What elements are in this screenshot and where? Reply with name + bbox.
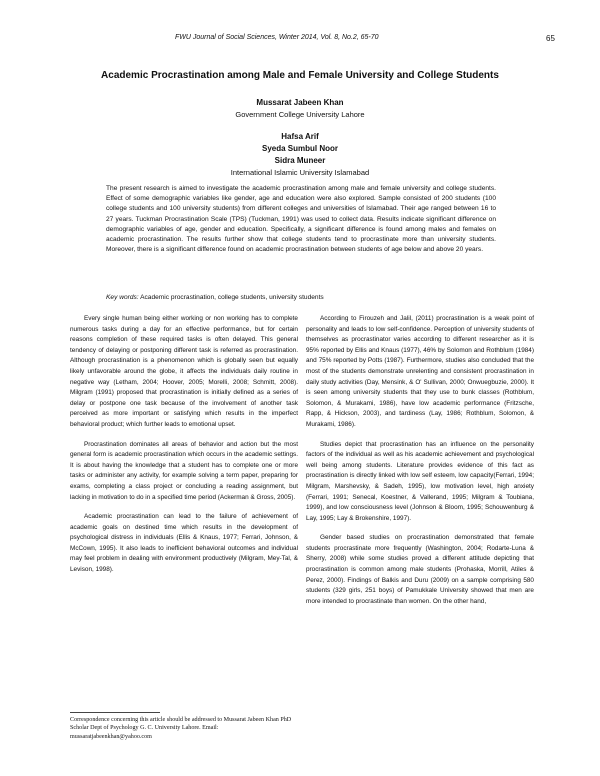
paper-title: Academic Procrastination among Male and Female University and College Students [101,70,499,81]
journal-header: FWU Journal of Social Sciences, Winter 2014, Vol. 8, No.2, 65-70 [175,34,379,41]
author-4-affiliation: International Islamic University Islamabad [230,168,370,177]
paragraph: Studies depict that procrastination has an influence on the personality factors of the individual as well as his academic achievement and psychological well being among students. Literature provides evidence of this fact as procrastination is directly linked with low self esteem, low capacity(Ferrari, 1994; Milgram, Marshevsky, & Sadeh, 1995), low motivation level, high anxiety (Ferrari, 1991; Senecal, Koestner, & Vallerand, 1995; Milgram & Toubiana, 1999), and low consciousness level (Johnson & Bloom, 1995; Schouwenburg & Lay, 1995; Lay & Brokenshire, 1997). [306,440,534,522]
paragraph: Procrastination dominates all areas of behavior and action but the most general form is academic procrastination which occurs in the academic settings. It is about having the knowledge that a student has to complete one or more tasks or administer any activity, for example solving a term paper, preparing for exams, completing a class project or concluding a reading assignment, but lacking in motivation to do in a specified time period (Ackerman & Gross, 2005). [70,440,298,501]
paragraph: Every single human being either working or non working has to complete numerous tasks during a day for an effective performance, but for certain reasons completion of these required tasks is often delayed. This general tendency of delaying or postponing different task is referred as procrastination. Although procrastination is a phenomenon which is globally seen but equally likely unfavorable around the globe, it affects the individuals daily routine in negative way (Letham, 2004; Hoover, 2005; Morelli, 2008; Schmitt, 2008). Milgram (1991) proposed that procrastination is initially defined as a series of delay or postpone one task because of the involvement of another task perceived as more important or satisfying which results in the imperfect behavioral product; which further leads to emotional upset. [70,315,298,428]
page-number: 65 [546,34,555,43]
paragraph: Academic procrastination can lead to the failure of achievement of academic goals on destined time which results in the development of psychological distress in individuals (Ellis & Knaus, 1977; Ferrari, Johnson, & McCown, 1995). It also leads to inefficient behavioral outcomes and individual may feel problem in dealing with environment productively (Milgram, Mey-Tal, & Levison, 1998). [70,513,298,574]
paragraph: According to Firouzeh and Jalil, (2011) procrastination is a weak point of personality and leads to low self-confidence. Perception of university students of themselves as procrastinator varies according to different researcher as it is 95% reported by Ellis and Knaus (1977), 46% by Solomon and Rothblum (1984) and 75% reported by Potts (1987). Furthermore, studies also concluded that the most of the students demonstrate unrelenting and consistent procrastination in daily study activities (Day, Mensink, & O' Sullivan, 2000; Onwuegbuzie, 2000). It is seen among university students that they use to bunk classes (Rothblum, Solomon, & Murakami, 1986), have low academic performance (Fritzsche, Rapp, & Hickson, 2003), and tardiness (Lay, 1986; Rothblum, Solomon, & Murakami, 1986). [306,315,534,428]
paragraph: Gender based studies on procrastination demonstrated that female students procrastinate more frequently (Washington, 2004; Rodarte-Luna & Sherry, 2008) while some studies proved a different attitude depicting that procrastination is common among male students (Prohaska, Morrill, Atiles & Perez, 2000). Findings of Balkis and Duru (2009) on a sample comprising 580 students (329 girls, 251 boys) of Pamukkale University showed that men are more intended to procrastinate than women. On the other hand, [306,534,534,605]
left-column [70,314,298,585]
abstract: The present research is aimed to investigate the academic procrastination among male and female university and college students. Effect of some demographic variables like gender, age and education were also explored. Sample consisted of 200 students (100 college students and 100 university students) from different colleges and universities of Islamabad. Their age ranged between 16 to 27 years. Tuckman Procrastination Scale (TPS) (Tuckman, 1991) was used to collect data. Results indicate significant difference on demographic variables of age, gender and education. Specifically, a significant difference is found among males and females on academic procrastination. The results further show that college students tend to procrastinate more than university students. Moreover, there is a significant difference found on academic procrastination between students of age below and above 20 years. [106,185,496,254]
author-1-name: Mussarat Jabeen Khan [256,98,344,107]
keywords-text: Academic procrastination, college students, university students [140,294,324,301]
author-3-name: Syeda Sumbul Noor [261,144,338,153]
keywords [106,294,496,301]
author-1-affiliation: Government College University Lahore [235,110,365,119]
keywords-label: Key words: [106,294,139,301]
author-4-name: Sidra Muneer [274,156,326,165]
correspondence-footnote: Correspondence concerning this article should be addressed to Mussarat Jabeen Khan PhD Scholar Dept of Psychology G. C. University Lahore. Email: mussaratjabeenkhan@yahoo.com [70,717,292,740]
author-2-name: Hafsa Arif [281,132,319,141]
right-column [306,314,534,616]
footnote-rule [70,712,160,713]
